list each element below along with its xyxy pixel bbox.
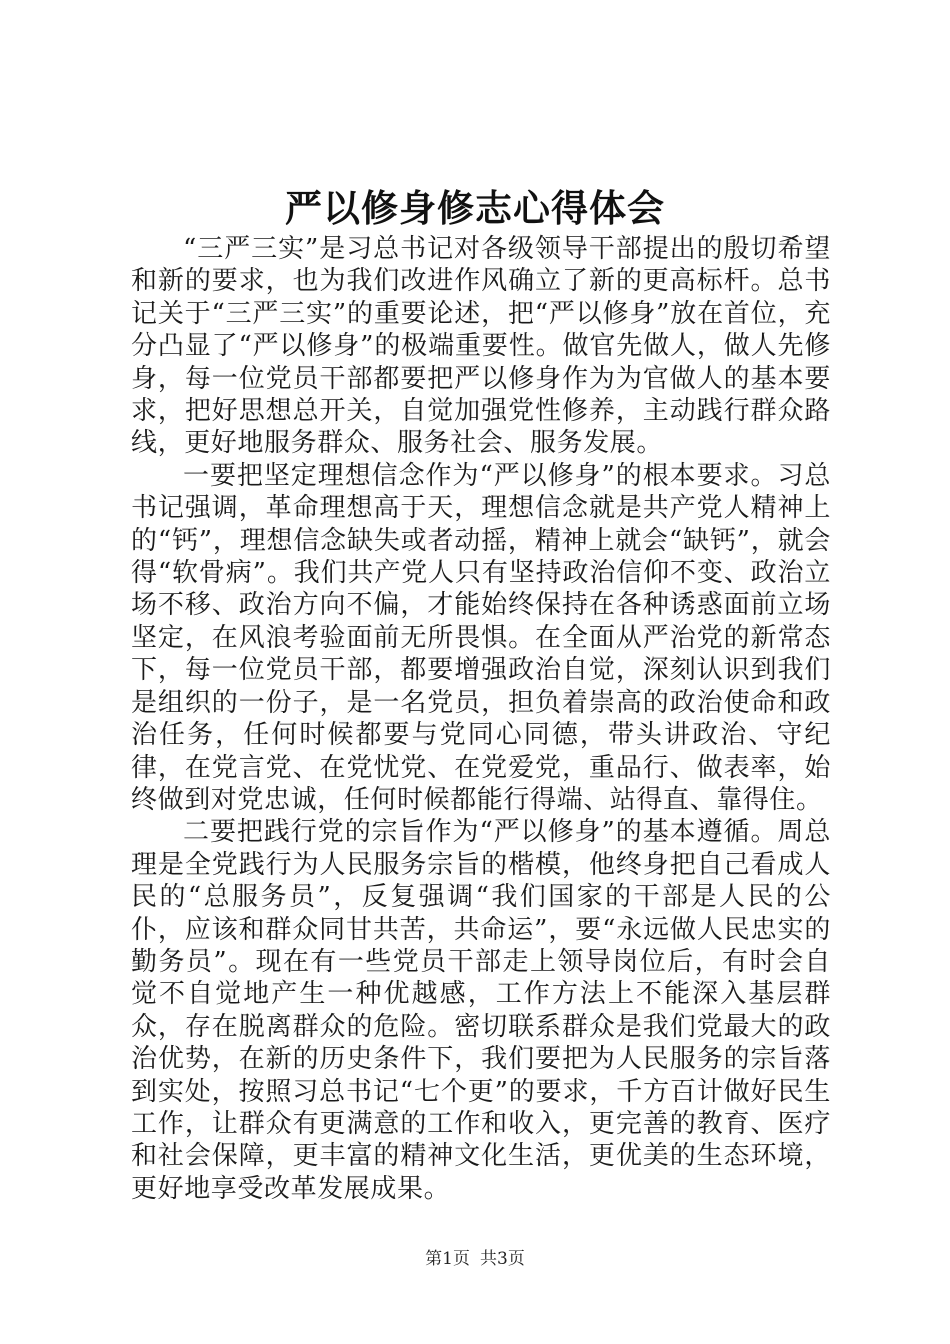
document-body (131, 233, 831, 1205)
document-title: 严以修身修志心得体会 (285, 186, 665, 230)
paragraph-intro: “三严三实”是习总书记对各级领导干部提出的殷切希望和新的要求，也为我们改进作风确立了新的更高标杆。总书记关于“三严三实”的重要论述，把“严以修身”放在首位，充分凸显了“严以修身”的极端重要性。做官先做人，做人先修身，每一位党员干部都要把严以修身作为为官做人的基本要求，把好思想总开关，自觉加强党性修养，主动践行群众路线，更好地服务群众、服务社会、服务发展。 (131, 234, 831, 459)
page-footer (0, 1247, 950, 1271)
paragraph-point-one: 一要把坚定理想信念作为“严以修身”的根本要求。习总书记强调，革命理想高于天，理想信念就是共产党人精神上的“钙”，理想信念缺失或者动摇，精神上就会“缺钙”，就会得“软骨病”。我们共产党人只有坚持政治信仰不变、政治立场不移、政治方向不偏，才能始终保持在各种诱惑面前立场坚定，在风浪考验面前无所畏惧。在全面从严治党的新常态下，每一位党员干部，都要增强政治自觉，深刻认识到我们是组织的一份子，是一名党员，担负着崇高的政治使命和政治任务，任何时候都要与党同心同德，带头讲政治、守纪律，在党言党、在党忧党、在党爱党，重品行、做表率，始终做到对党忠诚，任何时候都能行得端、站得直、靠得住。 (131, 460, 831, 815)
page-total: 共3页 (480, 1249, 525, 1269)
page-number: 第1页 (425, 1249, 470, 1269)
paragraph-point-two: 二要把践行党的宗旨作为“严以修身”的基本遵循。周总理是全党践行为人民服务宗旨的楷模，他终身把自己看成人民的“总服务员”，反复强调“我们国家的干部是人民的公仆，应该和群众同甘共苦，共命运”，要“永远做人民忠实的勤务员”。现在有一些党员干部走上领导岗位后，有时会自觉不自觉地产生一种优越感，工作方法上不能深入基层群众，存在脱离群众的危险。密切联系群众是我们党最大的政治优势，在新的历史条件下，我们要把为人民服务的宗旨落到实处，按照习总书记“七个更”的要求，千方百计做好民生工作，让群众有更满意的工作和收入，更完善的教育、医疗和社会保障，更丰富的精神文化生活，更优美的生态环境，更好地享受改革发展成果。 (131, 817, 831, 1204)
